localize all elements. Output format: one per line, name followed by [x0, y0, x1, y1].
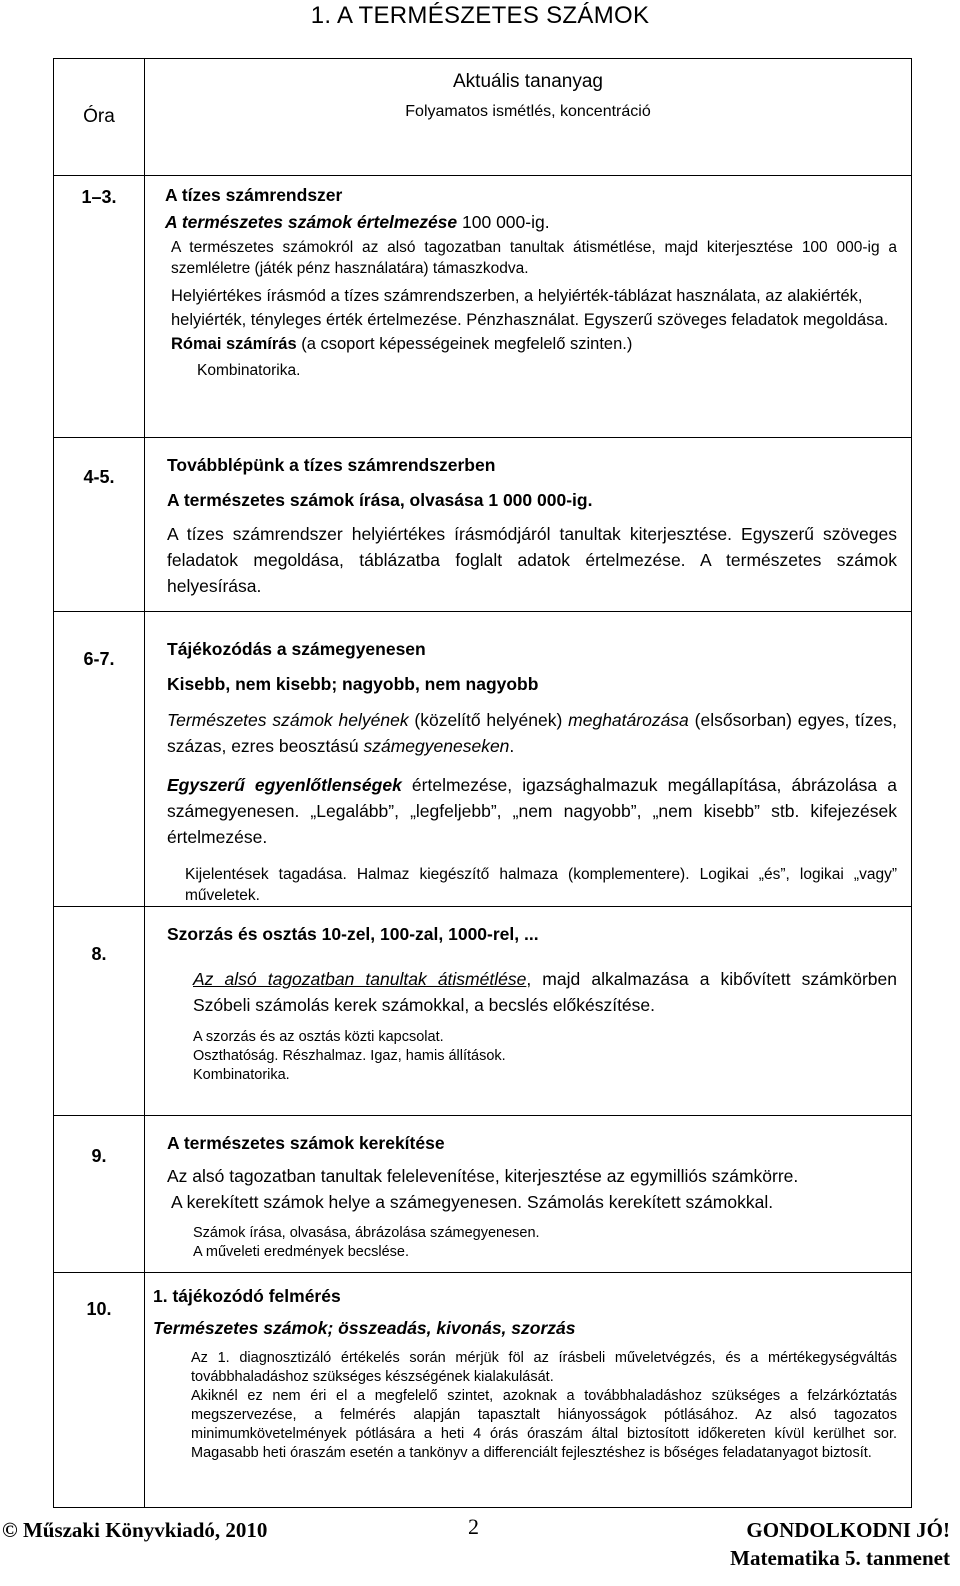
lesson-content	[145, 438, 912, 612]
lesson-heading: A természetes számok kerekítése	[167, 1133, 445, 1153]
lesson-note: Kombinatorika.	[193, 1067, 290, 1083]
lesson-heading: Továbblépünk a tízes számrendszerben	[167, 455, 496, 475]
text-bold-italic: Egyszerű egyenlőtlenségek	[167, 775, 402, 795]
lesson-subheading-b: 100 000-ig.	[457, 212, 550, 232]
lesson-paragraph: Akiknél ez nem éri el a megfelelő szintet, azoknak a továbbhaladáshoz szükséges a felzárkóztatás megszervezése, a felmérés alapján tapasztalt hiányosságok pótlásához. Az alsó tagozatos minimumkövetelmények pótlására a heti 4 órás óraszám által biztosított időkereten kívül kerülhet sor. Magasabb heti óraszám esetén a tankönyv a differenciált fejlesztéshez is bőséges feladatanyagot biztosít.	[191, 1388, 897, 1461]
text-plain: .	[509, 736, 515, 756]
table-row	[54, 1273, 912, 1508]
lesson-heading: Tájékozódás a számegyenesen	[167, 639, 426, 659]
text-plain: (közelítő helyének)	[408, 710, 569, 730]
lesson-paragraph: A tízes számrendszer helyiértékes írásmódjáról tanultak kiterjesztése. Egyszerű szöveges feladatok megoldása, táblázatba foglalt adatok értelmezése. A természetes számok helyesírása.	[167, 524, 897, 596]
lesson-number-text: 9.	[91, 1146, 107, 1166]
curriculum-table	[53, 58, 912, 1508]
text-plain: értelmezése, igazsághalmazuk megállapítása, ábrázolása a számegyenesen. „Legalább”, „legfeljebb”, „nem nagyobb”, „nem kisebb” stb. kifejezések értelmezése.	[167, 775, 897, 847]
lesson-paragraph	[167, 707, 897, 759]
lesson-heading: Szorzás és osztás 10-zel, 100-zal, 1000-rel, ...	[167, 924, 539, 944]
text-italic: számegyeneseken	[363, 736, 510, 756]
lesson-number-text: 10.	[86, 1299, 112, 1319]
lesson-content	[145, 907, 912, 1116]
table-row	[54, 176, 912, 438]
lesson-subheading	[165, 209, 897, 235]
roman-numerals-text: (a csoport képességeinek megfelelő szinten.)	[296, 335, 633, 353]
lesson-heading: 1. tájékozódó felmérés	[153, 1286, 341, 1306]
lesson-content	[145, 1273, 912, 1508]
table-row	[54, 907, 912, 1116]
lesson-paragraph: A természetes számokról az alsó tagozatban tanultak átismétlése, majd kiterjesztése 100 000-ig a szemléletre (játék pénz használatára) támaszkodva.	[171, 239, 897, 277]
header-subtitle: Folyamatos ismétlés, koncentráció	[405, 103, 651, 120]
text-italic-underline: Az alsó tagozatban tanultak átismétlése	[193, 969, 527, 989]
lesson-content	[145, 1116, 912, 1273]
table-header-row	[54, 59, 912, 176]
footer-publisher: © Műszaki Könyvkiadó, 2010	[2, 1518, 268, 1542]
lesson-content	[145, 612, 912, 907]
lesson-subheading-a: A természetes számok értelmezése	[165, 212, 458, 232]
footer-book-title: GONDOLKODNI JÓ!	[746, 1518, 950, 1542]
lesson-paragraph: Helyiértékes írásmód a tízes számrendszerben, a helyiérték-táblázat használata, az alakiérték, helyiérték, tényleges érték értelmezése. Pénzhasználat. Egyszerű szöveges feladatok megoldása.	[171, 287, 889, 329]
lesson-paragraph	[167, 772, 897, 850]
lesson-subheading: Kisebb, nem kisebb; nagyobb, nem nagyobb	[167, 674, 539, 694]
lesson-note: A műveleti eredmények becslése.	[193, 1244, 409, 1260]
lesson-number	[54, 907, 145, 1116]
lesson-note: Számok írása, olvasása, ábrázolása számegyenesen.	[193, 1225, 540, 1241]
page-title: 1. A TERMÉSZETES SZÁMOK	[310, 2, 650, 29]
lesson-paragraph: Az alsó tagozatban tanultak felelevenítése, kiterjesztése az egymilliós számkörre.	[167, 1166, 799, 1186]
lesson-paragraph: Az 1. diagnosztizáló értékelés során mérjük föl az írásbeli műveletvégzés, és a mértékegységváltás továbbhaladáshoz szükséges készségének kialakulását.	[191, 1350, 897, 1385]
header-title: Aktuális tananyag	[453, 71, 603, 92]
lesson-paragraph	[167, 966, 897, 1018]
lesson-subheading: A természetes számok írása, olvasása 1 000 000-ig.	[167, 490, 593, 510]
lesson-note: Kijelentések tagadása. Halmaz kiegészítő halmaza (komplementere). Logikai „és”, logikai „vagy” műveletek.	[185, 866, 897, 904]
lesson-note: Kombinatorika.	[197, 362, 301, 379]
lesson-number-text: 1–3.	[81, 187, 117, 207]
header-main	[145, 59, 912, 176]
lesson-number	[54, 176, 145, 438]
table-row	[54, 612, 912, 907]
lesson-content	[145, 176, 912, 438]
lesson-note: A szorzás és az osztás közti kapcsolat.	[193, 1029, 444, 1045]
lesson-subheading: Természetes számok; összeadás, kivonás, szorzás	[153, 1318, 576, 1338]
text-plain: (elsősorban) egyes, tízes, százas, ezres beosztású	[167, 710, 897, 756]
text-italic: meghatározása	[568, 710, 689, 730]
lesson-number-text: 6-7.	[83, 649, 115, 669]
table-row	[54, 438, 912, 612]
footer-subtitle: Matematika 5. tanmenet	[730, 1546, 950, 1570]
text-italic: Természetes számok helyének	[167, 710, 409, 730]
lesson-number-text: 4-5.	[83, 467, 115, 487]
page-number: 2	[468, 1514, 479, 1539]
lesson-number	[54, 438, 145, 612]
lesson-number	[54, 1116, 145, 1273]
header-ora: Óra	[54, 59, 145, 176]
lesson-number	[54, 1273, 145, 1508]
lesson-paragraph	[165, 332, 897, 356]
table-row	[54, 1116, 912, 1273]
roman-numerals-label: Római számírás	[171, 335, 297, 353]
lesson-note: Oszthatóság. Részhalmaz. Igaz, hamis állítások.	[193, 1048, 506, 1064]
lesson-heading: A tízes számrendszer	[165, 185, 343, 205]
lesson-paragraph: A kerekített számok helye a számegyenesen. Számolás kerekített számokkal.	[171, 1192, 774, 1212]
lesson-number-text: 8.	[91, 944, 107, 964]
text-plain: , majd alkalmazása a kibővített számkörben Szóbeli számolás kerek számokkal, a becslés előkészítése.	[193, 969, 897, 1015]
lesson-number	[54, 612, 145, 907]
